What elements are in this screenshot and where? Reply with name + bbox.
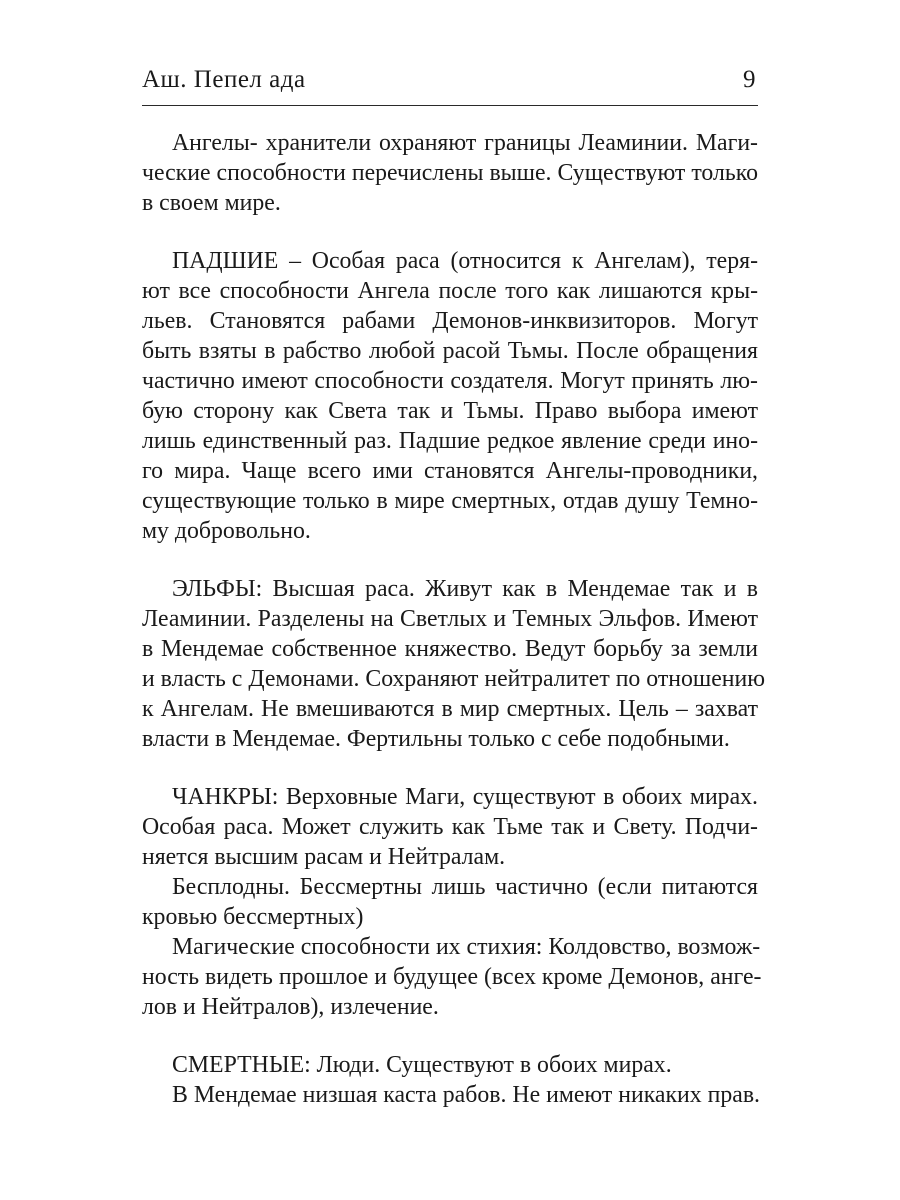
text-line: Бесплодны. Бессмертны лишь частично (если питаются: [172, 874, 758, 900]
paragraph-mortals-caste: [142, 1080, 761, 1110]
text-line: ЭЛЬФЫ: Высшая раса. Живут как в Мендемае так и в: [172, 576, 758, 602]
running-header: [142, 62, 758, 102]
paragraph-gap: [142, 1022, 758, 1050]
header-rule: [142, 105, 758, 106]
paragraph-gap: [142, 546, 758, 574]
paragraph-chankry-magic: [142, 932, 762, 1022]
text-line: кровью бессмертных): [142, 904, 364, 930]
text-line: быть взяты в рабство любой расой Тьмы. После обращения: [142, 338, 758, 364]
text-line: ют все способности Ангела после того как лишаются кры-: [142, 278, 758, 304]
text-line: существующие только в мире смертных, отдав душу Темно-: [142, 488, 758, 514]
text-line: в своем мире.: [142, 190, 281, 216]
text-line: ЧАНКРЫ: Верховные Маги, существуют в обоих мирах.: [172, 784, 758, 810]
paragraph-chankry: [142, 782, 758, 872]
text-line: лов и Нейтралов), излечение.: [142, 994, 439, 1020]
text-line: лишь единственный раз. Падшие редкое явление среди ино-: [142, 428, 758, 454]
paragraph-elves: [142, 574, 766, 754]
text-line: Особая раса. Может служить как Тьме так и Свету. Подчи-: [142, 814, 758, 840]
text-line: СМЕРТНЫЕ: Люди. Существуют в обоих мирах.: [172, 1052, 672, 1078]
text-line: льев. Становятся рабами Демонов-инквизиторов. Могут: [142, 308, 758, 334]
text-line: Леаминии. Разделены на Светлых и Темных Эльфов. Имеют: [142, 606, 758, 632]
text-line: бую сторону как Света так и Тьмы. Право выбора имеют: [142, 398, 758, 424]
text-line: к Ангелам. Не вмешиваются в мир смертных. Цель – захват: [142, 696, 758, 722]
text-line: няется высшим расам и Нейтралам.: [142, 844, 506, 870]
paragraph-guardian-angels: [142, 128, 758, 218]
text-line: ПАДШИЕ – Особая раса (относится к Ангелам), теря-: [172, 248, 758, 274]
text-line: власти в Мендемае. Фертильны только с себе подобными.: [142, 726, 730, 752]
text-line: в Мендемае собственное княжество. Ведут борьбу за земли: [142, 636, 758, 662]
text-line: ность видеть прошлое и будущее (всех кроме Демонов, анге-: [142, 964, 762, 990]
text-line: ческие способности перечислены выше. Существуют только: [142, 160, 758, 186]
paragraph-gap: [142, 218, 758, 246]
paragraph-chankry-infertility: [142, 872, 758, 932]
text-line: частично имеют способности создателя. Могут принять лю-: [142, 368, 758, 394]
text-line: Ангелы- хранители охраняют границы Леаминии. Маги-: [172, 130, 758, 156]
page-number: 9: [743, 66, 756, 93]
book-title: Аш. Пепел ада: [142, 66, 306, 93]
text-line: го мира. Чаще всего ими становятся Ангелы-проводники,: [142, 458, 758, 484]
paragraph-gap: [142, 754, 758, 782]
text-line: В Мендемае низшая каста рабов. Не имеют никаких прав.: [172, 1082, 761, 1108]
paragraph-mortals: [142, 1050, 758, 1080]
body-text: [142, 128, 766, 1110]
text-line: му добровольно.: [142, 518, 311, 544]
paragraph-fallen: [142, 246, 758, 546]
text-line: и власть с Демонами. Сохраняют нейтралитет по отношению: [142, 666, 766, 692]
text-line: Магические способности их стихия: Колдовство, возмож-: [172, 934, 761, 960]
